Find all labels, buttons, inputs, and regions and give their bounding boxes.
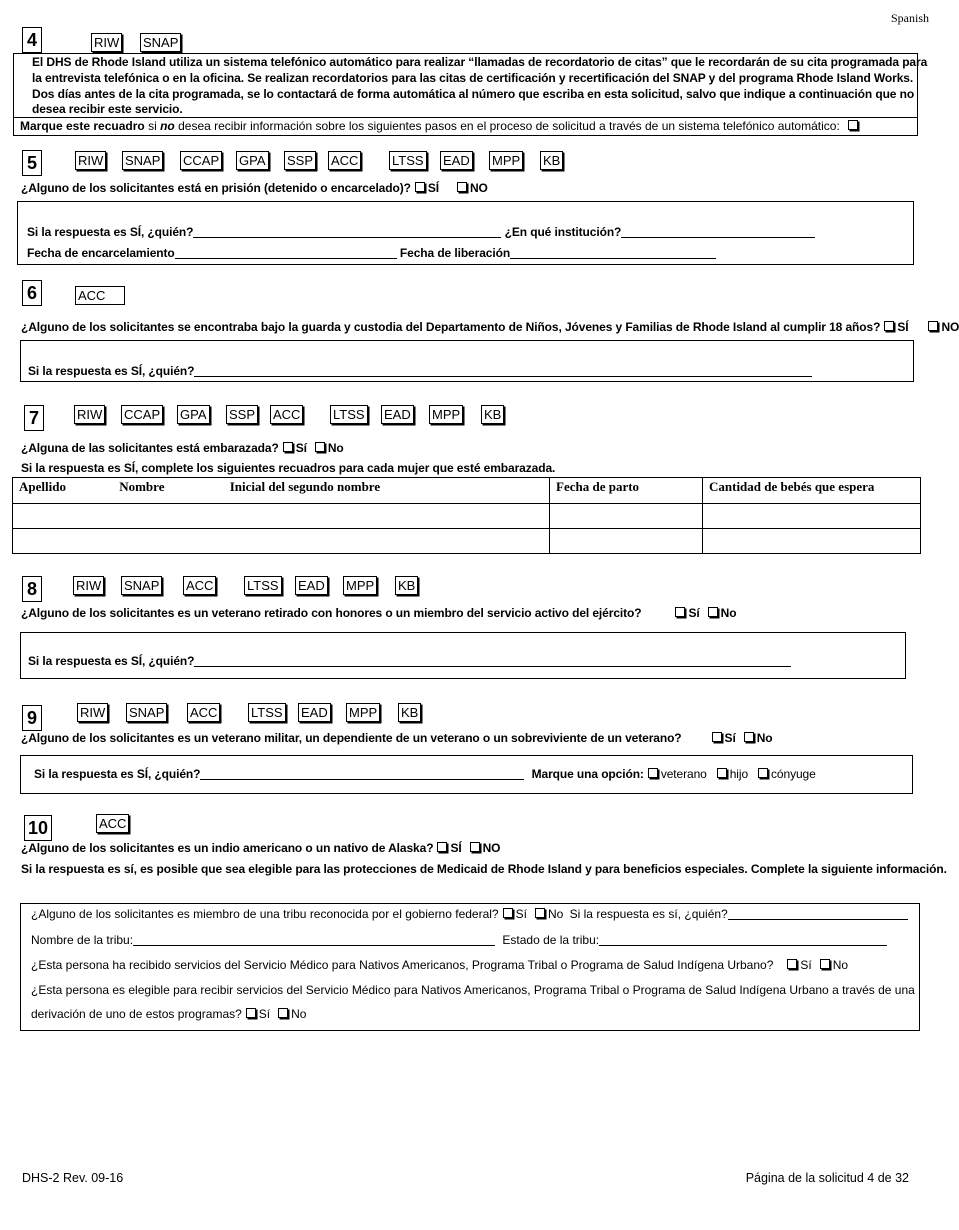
program-tag-ead: EAD xyxy=(381,405,414,424)
military-who-row: Si la respuesta es SÍ, ¿quién? xyxy=(28,654,791,668)
military-yes-checkbox[interactable] xyxy=(675,607,685,617)
tribe-who-field[interactable] xyxy=(728,908,908,920)
program-tag-ltss: LTSS xyxy=(330,405,368,424)
veteran-who-field[interactable] xyxy=(200,768,524,780)
veteran-option-checkbox[interactable] xyxy=(648,768,658,778)
program-tag-gpa: GPA xyxy=(177,405,210,424)
tribe-state-field[interactable] xyxy=(599,934,887,946)
incarceration-yes-checkbox[interactable] xyxy=(415,182,425,192)
pregnancy-no-checkbox[interactable] xyxy=(315,442,325,452)
native-american-info: Si la respuesta es sí, es posible que sea elegible para las protecciones de Medicaid de Rhode Island y para beneficios especiales. Complete la siguiente información. xyxy=(21,862,947,876)
name-columns-header xyxy=(13,478,550,504)
program-tag-ssp: SSP xyxy=(226,405,258,424)
incarceration-question: ¿Alguno de los solicitantes está en prisión (detenido o encarcelado)? SÍ NO xyxy=(21,181,488,195)
foster-care-details-box xyxy=(20,340,914,382)
veteran-question: ¿Alguno de los solicitantes es un veterano militar, un dependiente de un veterano o un sobreviviente de un veterano? Sí No xyxy=(21,731,773,745)
child-option-checkbox[interactable] xyxy=(717,768,727,778)
program-tag-mpp: MPP xyxy=(346,703,380,722)
reminder-optout-line: Marque este recuadro si no desea recibir información sobre los siguientes pasos en el proceso de solicitud a través de un sistema telefónico automático: xyxy=(20,119,861,133)
military-no-checkbox[interactable] xyxy=(708,607,718,617)
program-tag-ltss: LTSS xyxy=(248,703,286,722)
foster-care-no-checkbox[interactable] xyxy=(928,321,938,331)
program-tag-mpp: MPP xyxy=(343,576,377,595)
military-question: ¿Alguno de los solicitantes es un veterano retirado con honores o un miembro del servicio activo del ejército? Sí No xyxy=(21,606,737,620)
program-tag-riw: RIW xyxy=(91,33,122,52)
table-header-row xyxy=(13,478,921,504)
section-number: 9 xyxy=(22,705,42,731)
program-tag-kb: KB xyxy=(540,151,563,170)
reminder-paragraph-line: desea recibir este servicio. xyxy=(32,102,183,116)
program-tag-acc: ACC xyxy=(96,814,129,833)
program-tag-riw: RIW xyxy=(77,703,108,722)
program-tag-ltss: LTSS xyxy=(244,576,282,595)
page-number: Página de la solicitud 4 de 32 xyxy=(745,1171,909,1185)
program-tag-snap: SNAP xyxy=(121,576,162,595)
program-tag-ead: EAD xyxy=(298,703,331,722)
program-tag-kb: KB xyxy=(481,405,504,424)
program-tag-ead: EAD xyxy=(440,151,473,170)
ihs-received-yes-checkbox[interactable] xyxy=(787,959,797,969)
table-row xyxy=(13,529,921,554)
section-number: 7 xyxy=(24,405,44,431)
foster-care-who-row: Si la respuesta es SÍ, ¿quién? xyxy=(28,364,812,378)
foster-care-who-field[interactable] xyxy=(194,365,812,377)
incarceration-no-checkbox[interactable] xyxy=(457,182,467,192)
reminder-paragraph-line: la entrevista telefónica o en la oficina. Se realizan recordatorios para las citas de certificación y recertificación del SNAP y del programa Rhode Island Works. xyxy=(32,71,914,85)
section-number: 5 xyxy=(22,150,42,176)
spouse-option-checkbox[interactable] xyxy=(758,768,768,778)
ihs-eligible-row: ¿Esta persona es elegible para recibir servicios del Servicio Médico para Nativos Americanos, Programa Tribal o Programa de Salud Indígena Urbano a través de una xyxy=(31,983,915,997)
veteran-yes-checkbox[interactable] xyxy=(712,732,722,742)
native-american-yes-checkbox[interactable] xyxy=(437,842,447,852)
pregnancy-question: ¿Alguna de las solicitantes está embarazada? Sí No xyxy=(21,441,344,455)
ihs-eligible-row-2: derivación de uno de estos programas? Sí No xyxy=(31,1007,307,1021)
column-header-babies: Cantidad de bebés que espera xyxy=(703,478,921,504)
ihs-eligible-no-checkbox[interactable] xyxy=(278,1008,288,1018)
institution-field[interactable] xyxy=(621,226,815,238)
column-header-middle-initial: Inicial del segundo nombre xyxy=(229,479,381,494)
form-id: DHS-2 Rev. 09-16 xyxy=(22,1171,124,1185)
program-tag-ssp: SSP xyxy=(284,151,316,170)
column-header-first-name: Nombre xyxy=(119,479,165,494)
pregnancy-instruction: Si la respuesta es SÍ, complete los siguientes recuadros para cada mujer que esté embarazada. xyxy=(21,461,556,475)
program-tag-ccap: CCAP xyxy=(180,151,222,170)
military-who-field[interactable] xyxy=(194,655,791,667)
program-tag-riw: RIW xyxy=(75,151,106,170)
pregnancy-table xyxy=(12,477,921,554)
program-tag-mpp: MPP xyxy=(489,151,523,170)
name-cell[interactable] xyxy=(13,529,550,554)
reminder-optout-checkbox[interactable] xyxy=(848,120,858,130)
program-tag-ccap: CCAP xyxy=(121,405,163,424)
native-american-no-checkbox[interactable] xyxy=(470,842,480,852)
reminder-paragraph-line: El DHS de Rhode Island utiliza un sistema telefónico automático para realizar “llamadas de recordatorio de citas” que le recordarán de su cita programada para xyxy=(32,55,928,69)
pregnancy-yes-checkbox[interactable] xyxy=(283,442,293,452)
table-row xyxy=(13,504,921,529)
section-number: 4 xyxy=(22,27,42,53)
veteran-no-checkbox[interactable] xyxy=(744,732,754,742)
program-tag-acc: ACC xyxy=(328,151,361,170)
program-tag-snap: SNAP xyxy=(122,151,163,170)
incarceration-date-field[interactable] xyxy=(175,247,397,259)
ihs-received-no-checkbox[interactable] xyxy=(820,959,830,969)
incarceration-details-box xyxy=(17,201,914,265)
program-tag-ead: EAD xyxy=(295,576,328,595)
incarceration-who-row: Si la respuesta es SÍ, ¿quién? ¿En qué institución? xyxy=(27,225,815,239)
babies-cell[interactable] xyxy=(703,529,921,554)
veteran-who-row: Si la respuesta es SÍ, ¿quién? Marque una opción: veterano hijo cónyuge xyxy=(34,767,816,781)
column-header-due-date: Fecha de parto xyxy=(550,478,703,504)
program-tag-acc: ACC xyxy=(270,405,303,424)
release-date-field[interactable] xyxy=(510,247,716,259)
program-tag-acc: ACC xyxy=(75,286,125,305)
military-details-box xyxy=(20,632,906,679)
program-tag-kb: KB xyxy=(398,703,421,722)
babies-cell[interactable] xyxy=(703,504,921,529)
due-date-cell[interactable] xyxy=(550,504,703,529)
ihs-eligible-yes-checkbox[interactable] xyxy=(246,1008,256,1018)
language-label: Spanish xyxy=(890,11,929,25)
program-tag-riw: RIW xyxy=(74,405,105,424)
section-number: 6 xyxy=(22,280,42,306)
program-tag-acc: ACC xyxy=(187,703,220,722)
program-tag-kb: KB xyxy=(395,576,418,595)
foster-care-yes-checkbox[interactable] xyxy=(884,321,894,331)
appointment-reminder-box xyxy=(13,53,928,136)
program-tag-snap: SNAP xyxy=(126,703,167,722)
program-tag-acc: ACC xyxy=(183,576,216,595)
program-tag-snap: SNAP xyxy=(140,33,181,52)
due-date-cell[interactable] xyxy=(550,529,703,554)
incarceration-dates-row: Fecha de encarcelamiento Fecha de liberación xyxy=(27,246,716,260)
tribe-no-checkbox[interactable] xyxy=(535,908,545,918)
foster-care-question: ¿Alguno de los solicitantes se encontraba bajo la guarda y custodia del Departamento de Niños, Jóvenes y Familias de Rhode Island al cumplir 18 años? SÍ NO xyxy=(21,320,959,334)
veteran-details-box xyxy=(20,755,913,794)
reminder-paragraph-line: Dos días antes de la cita programada, se lo contactará de forma automática al número que escriba en esta solicitud, salvo que indique a continuación que no xyxy=(32,87,915,101)
tribe-membership-row: ¿Alguno de los solicitantes es miembro de una tribu reconocida por el gobierno federal? Sí No Si la respuesta es sí, ¿quién? xyxy=(31,907,908,921)
program-tag-riw: RIW xyxy=(73,576,104,595)
section-number: 8 xyxy=(22,576,42,602)
name-cell[interactable] xyxy=(13,504,550,529)
program-tag-gpa: GPA xyxy=(236,151,269,170)
tribe-name-row: Nombre de la tribu: Estado de la tribu: xyxy=(31,933,887,947)
ihs-received-row: ¿Esta persona ha recibido servicios del Servicio Médico para Nativos Americanos, Programa Tribal o Programa de Salud Indígena Urbano? Sí No xyxy=(31,958,849,972)
incarceration-who-field[interactable] xyxy=(193,226,501,238)
tribe-name-field[interactable] xyxy=(133,934,495,946)
column-header-last-name: Apellido xyxy=(19,479,66,494)
tribe-yes-checkbox[interactable] xyxy=(503,908,513,918)
tribe-details-box xyxy=(20,903,920,1031)
program-tag-ltss: LTSS xyxy=(389,151,427,170)
program-tag-mpp: MPP xyxy=(429,405,463,424)
section-number: 10 xyxy=(24,815,52,841)
native-american-question: ¿Alguno de los solicitantes es un indio americano o un nativo de Alaska? SÍ NO xyxy=(21,841,501,855)
